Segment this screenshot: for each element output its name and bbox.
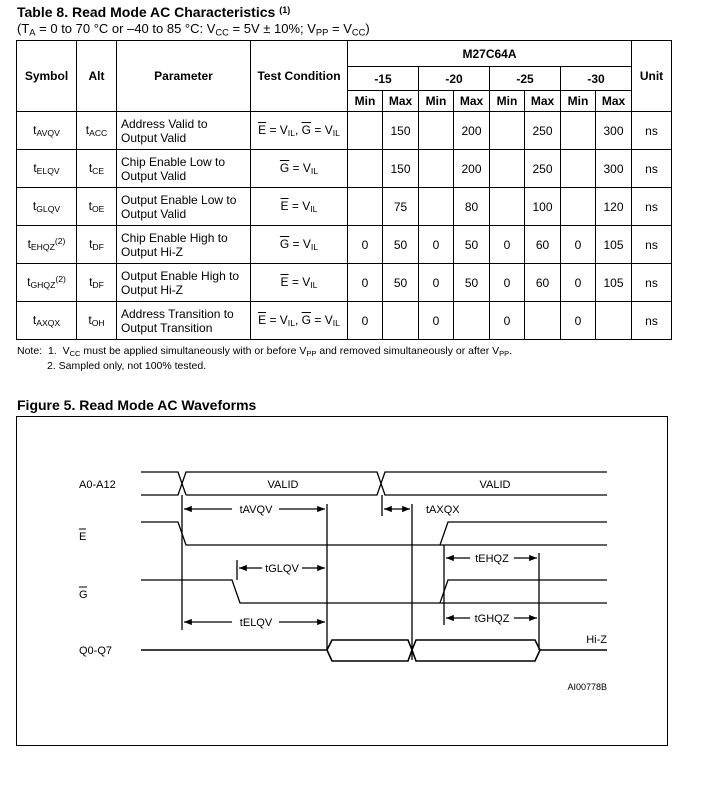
header-max: Max — [454, 91, 490, 112]
cell-value: 50 — [383, 264, 419, 302]
cell-parameter: Chip Enable High to Output Hi-Z — [117, 226, 251, 264]
cell-value: 300 — [596, 112, 632, 150]
cell-unit: ns — [632, 112, 672, 150]
label-telqv: tELQV — [239, 617, 273, 629]
cell-value: 250 — [525, 112, 561, 150]
header-max: Max — [596, 91, 632, 112]
data-output-waveform — [141, 640, 607, 661]
cell-value: 200 — [454, 112, 490, 150]
cell-value: 80 — [454, 188, 490, 226]
cell-symbol: $t_{GHQZ}^{(2)}$ — [17, 264, 77, 302]
header-min: Min — [348, 91, 383, 112]
cell-unit: ns — [632, 264, 672, 302]
header-speed-30: -30 — [561, 67, 632, 91]
header-unit: Unit — [632, 41, 672, 112]
cell-alt: $t_{ACC}$ — [77, 112, 117, 150]
label-taxqx: tAXQX — [426, 504, 460, 516]
header-parameter: Parameter — [117, 41, 251, 112]
label-hi-z: Hi-Z — [586, 634, 607, 646]
table-title-note: (1) — [279, 4, 291, 15]
cell-alt: $t_{OE}$ — [77, 188, 117, 226]
cell-value: 120 — [596, 188, 632, 226]
cell-unit: ns — [632, 150, 672, 188]
label-tavqv: tAVQV — [239, 504, 273, 516]
note-2: 2. Sampled only, not 100% tested. — [47, 359, 207, 372]
header-symbol: Symbol — [17, 41, 77, 112]
cell-value: 105 — [596, 264, 632, 302]
cell-value: 250 — [525, 150, 561, 188]
cell-value: 0 — [490, 264, 525, 302]
cell-alt: $t_{DF}$ — [77, 264, 117, 302]
cell-value: 50 — [454, 264, 490, 302]
signal-label-data-output: Q0-Q7 — [79, 645, 113, 657]
output-enable-waveform — [141, 580, 607, 603]
header-max: Max — [383, 91, 419, 112]
cell-value: 50 — [454, 226, 490, 264]
cell-value: 60 — [525, 264, 561, 302]
cell-value: 0 — [419, 302, 454, 340]
header-speed-20: -20 — [419, 67, 490, 91]
label-valid-2: VALID — [479, 479, 511, 491]
address-bus-waveform — [141, 472, 607, 495]
cell-parameter: Chip Enable Low to Output Valid — [117, 150, 251, 188]
label-tehqz: tEHQZ — [475, 553, 509, 565]
cell-alt: $t_{DF}$ — [77, 226, 117, 264]
cell-value: 150 — [383, 112, 419, 150]
figure-id: AI00778B — [567, 682, 607, 692]
cell-value: 0 — [419, 226, 454, 264]
header-min: Min — [561, 91, 596, 112]
header-speed-25: -25 — [490, 67, 561, 91]
cell-symbol: $t_{EHQZ}^{(2)}$ — [17, 226, 77, 264]
cell-value: 200 — [454, 150, 490, 188]
cell-alt: $t_{OH}$ — [77, 302, 117, 340]
cell-test-condition: $\overline{E} = V_{IL}$ — [251, 188, 348, 226]
cell-parameter: Output Enable Low to Output Valid — [117, 188, 251, 226]
cell-value: 60 — [525, 226, 561, 264]
cell-value: 300 — [596, 150, 632, 188]
cell-test-condition: $\overline{E} = V_{IL}$ — [251, 264, 348, 302]
cell-unit: ns — [632, 188, 672, 226]
header-speed-15: -15 — [348, 67, 419, 91]
signal-label-chip-enable: E — [79, 531, 87, 543]
cell-value: 0 — [490, 226, 525, 264]
cell-alt: $t_{CE}$ — [77, 150, 117, 188]
header-min: Min — [490, 91, 525, 112]
cell-test-condition: $\overline{G} = V_{IL}$ — [251, 150, 348, 188]
cell-test-condition: $\overline{E} = V_{IL}$, $\overline{G} = V_{IL}$ — [251, 302, 348, 340]
cell-symbol: $t_{AXQX}$ — [17, 302, 77, 340]
cell-parameter: Address Valid to Output Valid — [117, 112, 251, 150]
label-tghqz: tGHQZ — [474, 613, 510, 625]
header-max: Max — [525, 91, 561, 112]
cell-value: 0 — [561, 226, 596, 264]
header-device: M27C64A — [348, 41, 632, 67]
signal-label-address: A0-A12 — [79, 479, 116, 491]
cell-value: 0 — [419, 264, 454, 302]
cell-value: 50 — [383, 226, 419, 264]
cell-symbol: $t_{ELQV}$ — [17, 150, 77, 188]
table-title-text: Table 8. Read Mode AC Characteristics — [17, 4, 276, 20]
chip-enable-waveform — [141, 522, 607, 545]
header-min: Min — [419, 91, 454, 112]
header-test-condition: Test Condition — [251, 41, 348, 112]
cell-parameter: Address Transition to Output Transition — [117, 302, 251, 340]
label-tglqv: tGLQV — [265, 563, 299, 575]
cell-unit: ns — [632, 226, 672, 264]
signal-label-output-enable: G — [79, 589, 88, 601]
cell-value: 150 — [383, 150, 419, 188]
cell-unit: ns — [632, 302, 672, 340]
cell-symbol: $t_{AVQV}$ — [17, 112, 77, 150]
cell-value: 0 — [490, 302, 525, 340]
cell-test-condition: $\overline{G} = V_{IL}$ — [251, 226, 348, 264]
cell-symbol: $t_{GLQV}$ — [17, 188, 77, 226]
cell-value: 0 — [561, 264, 596, 302]
cell-value: 0 — [348, 302, 383, 340]
cell-value: 0 — [348, 264, 383, 302]
cell-parameter: Output Enable High to Output Hi-Z — [117, 264, 251, 302]
label-valid-1: VALID — [267, 479, 299, 491]
cell-value: 100 — [525, 188, 561, 226]
cell-value: 0 — [561, 302, 596, 340]
cell-test-condition: $\overline{E} = V_{IL}$, $\overline{G} = V_{IL}$ — [251, 112, 348, 150]
figure-title: Figure 5. Read Mode AC Waveforms — [17, 397, 257, 413]
cell-value: 105 — [596, 226, 632, 264]
note-1: Note: 1. $V_{CC}$ must be applied simultaneously with or before $V_{PP}$ and removed simultaneously or after $V_{PP}$. — [17, 345, 513, 358]
table-conditions: ($T_A = 0$ to 70 °C or –40 to 85 °C: $V_{CC} = 5V \pm 10\%$; $V_{PP} = V_{CC}$) — [17, 21, 370, 38]
header-alt: Alt — [77, 41, 117, 112]
cell-value: 75 — [383, 188, 419, 226]
cell-value: 0 — [348, 226, 383, 264]
